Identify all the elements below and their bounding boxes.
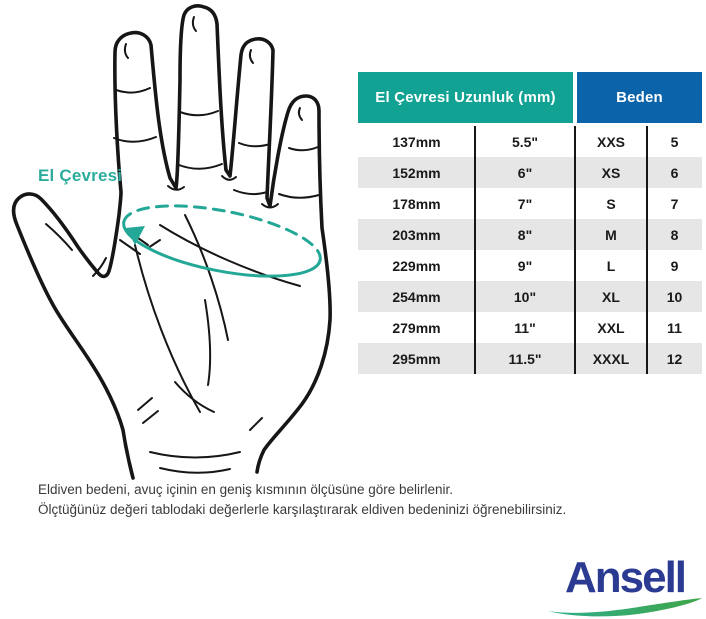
cell-size: S xyxy=(606,195,616,212)
table-row xyxy=(358,343,702,374)
caption xyxy=(38,480,566,520)
cell-size: XXS xyxy=(596,133,625,150)
table-row xyxy=(358,188,702,219)
cell-mm: 295mm xyxy=(392,350,441,367)
hand-drawing xyxy=(0,0,352,485)
header-measure: El Çevresi Uzunluk (mm) xyxy=(358,72,573,123)
column-divider xyxy=(474,126,476,374)
table-row xyxy=(358,250,702,281)
cell-num: 5 xyxy=(670,133,679,150)
cell-inch: 11" xyxy=(514,319,536,336)
table-row xyxy=(358,312,702,343)
header-size: Beden xyxy=(577,72,702,123)
cell-inch: 9" xyxy=(517,257,533,274)
cell-num: 7 xyxy=(670,195,679,212)
size-table-header xyxy=(358,72,702,123)
cell-mm: 137mm xyxy=(392,133,441,150)
cell-inch: 6" xyxy=(517,164,533,181)
measure-label: El Çevresi xyxy=(38,166,123,185)
measurement-ellipse xyxy=(118,192,326,289)
column-divider xyxy=(646,126,648,374)
hand-illustration xyxy=(0,0,352,485)
cell-num: 6 xyxy=(670,164,679,181)
cell-size: XL xyxy=(602,288,620,305)
cell-num: 12 xyxy=(666,350,683,367)
cell-size: L xyxy=(606,257,616,274)
cell-num: 8 xyxy=(670,226,679,243)
cell-mm: 178mm xyxy=(392,195,441,212)
table-row xyxy=(358,126,702,157)
brand-name: Ansell xyxy=(564,553,686,602)
cell-size: XS xyxy=(601,164,621,181)
table-row xyxy=(358,281,702,312)
cell-inch: 8" xyxy=(517,226,533,243)
cell-size: XXXL xyxy=(592,350,630,367)
size-table-body xyxy=(358,126,702,374)
cell-mm: 203mm xyxy=(392,226,441,243)
cell-mm: 229mm xyxy=(392,257,441,274)
hand-outline xyxy=(13,6,330,478)
cell-num: 9 xyxy=(670,257,679,274)
cell-inch: 10" xyxy=(513,288,537,305)
caption-line-1: Eldiven bedeni, avuç içinin en geniş kısmının ölçüsüne göre belirlenir. xyxy=(38,482,453,497)
cell-inch: 7" xyxy=(517,195,533,212)
hand-creases xyxy=(46,17,319,473)
table-row xyxy=(358,157,702,188)
cell-mm: 279mm xyxy=(392,319,441,336)
cell-num: 10 xyxy=(666,288,683,305)
cell-size: M xyxy=(605,226,617,243)
column-divider xyxy=(574,126,576,374)
cell-num: 11 xyxy=(667,319,682,336)
brand-logo xyxy=(545,553,705,617)
table-row xyxy=(358,219,702,250)
cell-mm: 152mm xyxy=(392,164,441,181)
cell-mm: 254mm xyxy=(392,288,441,305)
cell-inch: 5.5" xyxy=(511,133,539,150)
cell-size: XXL xyxy=(597,319,625,336)
caption-line-2: Ölçtüğünüz değeri tablodaki değerlerle karşılaştırarak eldiven bedeninizi öğrenebilirsiniz. xyxy=(38,502,567,517)
size-table xyxy=(358,72,702,374)
cell-inch: 11.5" xyxy=(508,350,542,367)
